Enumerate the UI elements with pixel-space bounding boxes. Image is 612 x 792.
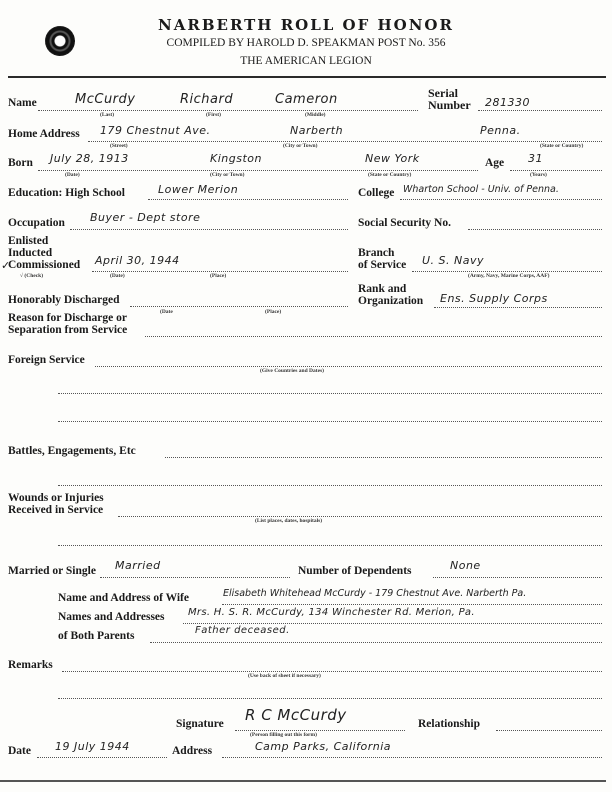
caption-street: (Street) xyxy=(110,143,128,149)
occupation-label: Occupation xyxy=(8,217,65,229)
wife-line xyxy=(222,604,602,605)
foreign-service-line[interactable] xyxy=(95,366,602,367)
age-value[interactable]: 31 xyxy=(528,152,543,165)
high-school-line xyxy=(148,199,348,200)
foreign-service-label: Foreign Service xyxy=(8,354,85,366)
caption-city: (City or Town) xyxy=(283,143,318,149)
wounds-label-2: Received in Service xyxy=(8,504,104,516)
check-mark-icon[interactable]: ✓ xyxy=(1,260,11,272)
home-address-line xyxy=(88,141,602,142)
caption-countries: (Give Countries and Dates) xyxy=(260,368,325,374)
serial-value[interactable]: 281330 xyxy=(485,96,530,109)
caption-years: (Years) xyxy=(530,172,547,178)
remarks-line[interactable] xyxy=(62,671,602,672)
parents-label-2: of Both Parents xyxy=(58,630,135,642)
form-org: THE AMERICAN LEGION xyxy=(240,55,372,67)
college-value[interactable]: Wharton School - Univ. of Penna. xyxy=(403,184,559,195)
born-line xyxy=(38,170,478,171)
college-line xyxy=(400,199,602,200)
occupation-value[interactable]: Buyer - Dept store xyxy=(90,211,201,224)
form-title: NARBERTH ROLL OF HONOR xyxy=(158,16,454,34)
married-line xyxy=(100,577,290,578)
age-line xyxy=(510,170,602,171)
caption-first: (First) xyxy=(206,112,221,118)
caption-signature: (Person filling out this form) xyxy=(250,732,317,738)
rank-label-2: Organization xyxy=(358,295,424,307)
home-address-label: Home Address xyxy=(8,128,80,140)
born-city-value[interactable]: Kingston xyxy=(210,152,262,165)
header-divider xyxy=(8,76,606,78)
relationship-label: Relationship xyxy=(418,718,480,730)
dependents-label: Number of Dependents xyxy=(298,565,412,577)
caption-date: (Date xyxy=(160,309,173,315)
commission-date-value[interactable]: April 30, 1944 xyxy=(95,254,180,267)
commissioned-label: Commissioned xyxy=(8,259,81,271)
address-value[interactable]: Camp Parks, California xyxy=(255,740,392,753)
parents-label-1: Names and Addresses xyxy=(58,611,165,623)
caption-state: (State or Country) xyxy=(540,143,584,149)
relationship-line[interactable] xyxy=(496,730,602,731)
discharged-label: Honorably Discharged xyxy=(8,294,120,306)
age-label: Age xyxy=(485,157,505,169)
rank-value[interactable]: Ens. Supply Corps xyxy=(440,292,548,305)
foreign-service-line-3[interactable] xyxy=(58,421,602,422)
home-street-value[interactable]: 179 Chestnut Ave. xyxy=(100,124,211,137)
caption-wounds: (List places, dates, hospitals) xyxy=(255,518,323,524)
caption-date: (Date) xyxy=(65,172,80,178)
parents-value-2[interactable]: Father deceased. xyxy=(195,625,290,636)
caption-date: (Date) xyxy=(110,273,125,279)
date-value[interactable]: 19 July 1944 xyxy=(55,740,130,753)
name-label: Name xyxy=(8,97,37,109)
home-state-value[interactable]: Penna. xyxy=(480,124,521,137)
footer-divider xyxy=(0,780,606,782)
date-label: Date xyxy=(8,745,31,757)
rank-line xyxy=(434,307,602,308)
caption-branch: (Army, Navy, Marine Corps, AAF) xyxy=(468,273,550,279)
form-subtitle: COMPILED BY HAROLD D. SPEAKMAN POST No. 356 xyxy=(166,37,446,49)
caption-middle: (Middle) xyxy=(305,112,326,118)
serial-label-2: Number xyxy=(428,98,471,112)
parents-line xyxy=(183,623,602,624)
name-last-value[interactable]: McCurdy xyxy=(75,92,136,107)
reason-line[interactable] xyxy=(145,336,602,337)
parents-line-2 xyxy=(150,642,602,643)
caption-state: (State or Country) xyxy=(368,172,412,178)
battles-line-2[interactable] xyxy=(58,485,602,486)
name-middle-value[interactable]: Cameron xyxy=(275,92,338,107)
education-label: Education: High School xyxy=(8,187,125,199)
wounds-label-1: Wounds or Injuries xyxy=(8,492,104,504)
branch-line xyxy=(412,271,602,272)
born-label: Born xyxy=(8,157,33,169)
dependents-value[interactable]: None xyxy=(450,559,481,572)
ssn-label: Social Security No. xyxy=(358,217,451,229)
signature-line xyxy=(235,730,405,731)
remarks-line-2[interactable] xyxy=(58,698,602,699)
caption-last: (Last) xyxy=(100,112,115,118)
rank-label-1: Rank and xyxy=(358,283,407,295)
entry-line xyxy=(92,271,348,272)
dependents-line xyxy=(433,577,602,578)
address-label: Address xyxy=(172,745,213,757)
wife-value[interactable]: Elisabeth Whitehead McCurdy - 179 Chestnut Ave. Narberth Pa. xyxy=(223,588,527,599)
wife-label: Name and Address of Wife xyxy=(58,592,189,604)
enlisted-label: Enlisted xyxy=(8,235,49,247)
serial-label-1: Serial xyxy=(428,86,458,100)
reason-label-2: Separation from Service xyxy=(8,324,128,336)
married-label: Married or Single xyxy=(8,565,96,577)
name-line xyxy=(38,110,418,111)
reason-label-1: Reason for Discharge or xyxy=(8,312,127,324)
inducted-label: Inducted xyxy=(8,247,53,259)
caption-place: (Place) xyxy=(265,309,282,315)
signature-label: Signature xyxy=(176,718,224,730)
address-line xyxy=(222,757,602,758)
date-line xyxy=(37,757,167,758)
serial-line xyxy=(478,110,602,111)
occupation-line xyxy=(70,229,348,230)
battles-line[interactable] xyxy=(165,457,602,458)
wounds-line-2[interactable] xyxy=(58,545,602,546)
high-school-value[interactable]: Lower Merion xyxy=(158,183,239,196)
born-date-value[interactable]: July 28, 1913 xyxy=(50,152,129,165)
college-label: College xyxy=(358,187,395,199)
wounds-line[interactable] xyxy=(118,516,602,517)
caption-remarks: (Use back of sheet if necessary) xyxy=(248,673,321,679)
caption-check: √ (Check) xyxy=(20,273,44,279)
branch-label-1: Branch xyxy=(358,247,395,259)
signature-value[interactable]: R C McCurdy xyxy=(245,706,347,724)
battles-label: Battles, Engagements, Etc xyxy=(8,445,136,457)
name-first-value[interactable]: Richard xyxy=(180,92,234,107)
branch-label-2: of Service xyxy=(358,259,407,271)
caption-place: (Place) xyxy=(210,273,227,279)
remarks-label: Remarks xyxy=(8,659,53,671)
home-city-value[interactable]: Narberth xyxy=(290,124,344,137)
ssn-line[interactable] xyxy=(468,229,602,230)
branch-value[interactable]: U. S. Navy xyxy=(422,254,485,267)
born-state-value[interactable]: New York xyxy=(365,152,420,165)
caption-city: (City or Town) xyxy=(210,172,245,178)
discharged-line[interactable] xyxy=(130,306,348,307)
married-value[interactable]: Married xyxy=(115,559,161,572)
foreign-service-line-2[interactable] xyxy=(58,393,602,394)
parents-value-1[interactable]: Mrs. H. S. R. McCurdy, 134 Winchester Rd. Merion, Pa. xyxy=(188,607,475,618)
